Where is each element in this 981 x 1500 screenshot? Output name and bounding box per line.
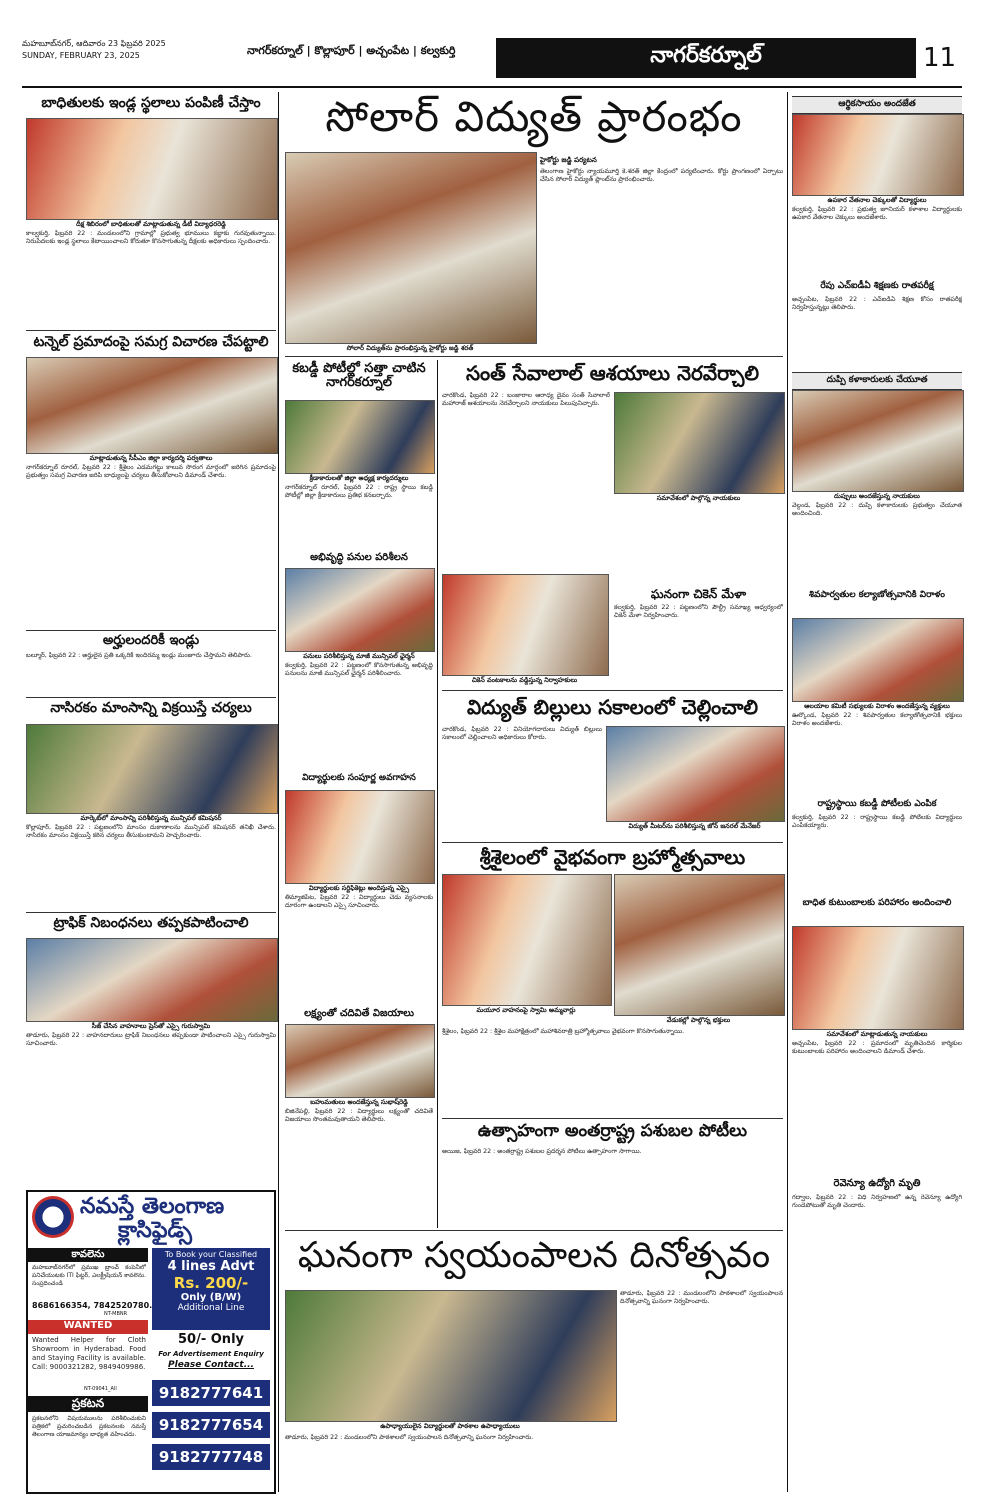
divider (26, 912, 276, 913)
column-divider (787, 92, 788, 1492)
photo-kabaddi-team (285, 400, 435, 474)
article-chicken-mela: కల్వకుర్తి, ఫిబ్రవరి 22 : పట్టణంలోని పౌల్ట్రీ సమాఖ్య ఆధ్వర్యంలో చికెన్ మేళా నిర్వహించారు. (614, 604, 783, 620)
please-contact: Please Contact... (168, 1360, 254, 1370)
divider (442, 842, 783, 843)
photo-power-meter (606, 726, 785, 822)
divider (26, 330, 276, 331)
article-cattle-contest: అయిజ, ఫిబ్రవరి 22 : అంతర్రాష్ట్ర పశుబల ప్రదర్శన పోటీలు ఉత్సాహంగా సాగాయి. (442, 1148, 642, 1155)
photo-compensation-meeting (792, 926, 964, 1030)
ad-phone-3[interactable]: 9182777748 (152, 1444, 270, 1470)
headline-financial-aid: ఆర్థికసాయం అందజేత (792, 96, 962, 114)
divider (26, 630, 276, 631)
ad-classifieds: క్లాసిఫైడ్స్ (118, 1218, 192, 1243)
headline-target-success: లక్ష్యంతో చదివితే విజయాలు (304, 1008, 414, 1019)
photo-sevalal-meeting (614, 392, 785, 494)
article-state-kabaddi: కల్వకుర్తి, ఫిబ్రవరి 22 : రాష్ట్రస్థాయి కబడ్డీ పోటీలకు విద్యార్థులు ఎంపికయ్యారు. (792, 814, 962, 830)
date-telugu: మహబూబ్‌నగర్, ఆదివారం 23 ఫిబ్రవరి 2025 (22, 39, 166, 48)
photo-artisans (792, 390, 964, 492)
classified-rate-box (152, 1248, 270, 1330)
photo-devotees (614, 874, 785, 1016)
date-line (22, 38, 166, 62)
headline-kalyanotsavam-donation: శివపార్వతుల కల్యాణోత్సవానికి విరాళం (809, 590, 945, 600)
article-hida-exam: అచ్చంపేట, ఫిబ్రవరి 22 : ఎచ్‌ఐడీఏ శిక్షణ కోసం రాతపరీక్ష నిర్వహిస్తున్నట్లు తెలిపారు. (792, 296, 962, 312)
masthead (22, 38, 962, 78)
wanted-en-text: Wanted Helper for Cloth Showroom in Hyderabad. Food and Staying Facility is available. Call: 9000321282, 9849409986. (32, 1336, 146, 1371)
fifty-only: 50/- Only (178, 1332, 244, 1347)
ad-phone-2[interactable]: 9182777654 (152, 1412, 270, 1438)
only-bw: Only (B/W) (180, 1292, 242, 1303)
caption-chicken-mela: చికెన్ వంటకాలను వడ్డిస్తున్న నిర్వాహకులు (471, 676, 578, 684)
headline-sevalal: సంత్ సేవాలాల్ ఆశయాలు నెరవేర్చాలి (466, 361, 759, 385)
wanted-te-text: మహబూబ్‌నగర్‌లో ప్రముఖ బ్రాంచ్ కంపెనీలో పనిచేయుటకు ITI ఫిట్టర్, ఎలక్ట్రీషియన్ కావలెను. సంప్రదించండి (32, 1264, 146, 1288)
caption-artisans: దుప్పులు అందజేస్తున్న నాయకులు (834, 492, 920, 500)
article-sevalal: చారకొండ, ఫిబ్రవరి 22 : బంజారాల ఆరాధ్య దైవం సంత్ సేవాలాల్ మహారాజ్ ఆశయాలను నెరవేర్చాలని నాయకులు పిలుపునిచ్చారు. (442, 392, 610, 408)
headline-self-rule-day: ఘనంగా స్వయంపాలన దినోత్సవం (297, 1235, 771, 1276)
headline-hida-exam: రేపు ఎచ్‌ఐడీఏ శిక్షణకు రాతపరీక్ష (820, 281, 934, 291)
additional-line: Additional Line (177, 1303, 245, 1313)
article-revenue-employee-death: గద్వాల, ఫిబ్రవరి 22 : విధి నిర్వహణలో ఉన్న రెవెన్యూ ఉద్యోగి గుండెపోటుతో మృతి చెందారు. (792, 1194, 962, 1210)
headline-power-bills: విద్యుత్ బిల్లులు సకాలంలో చెల్లించాలి (466, 695, 759, 719)
inner-divider (437, 360, 438, 1228)
photo-temple-donation (792, 618, 964, 702)
wanted-te-code: NT-MBNR (104, 1311, 128, 1317)
headline-cattle-contest: ఉత్సాహంగా అంతర్రాష్ట్ర పశుబల పోటీలు (477, 1121, 748, 1141)
masthead-rule (22, 86, 962, 88)
photo-self-rule-day (285, 1290, 617, 1422)
caption-deity-procession: మయూర వాహనంపై స్వామి అమ్మవార్లు (476, 1006, 576, 1014)
lines-advt: 4 lines Advt (167, 1259, 255, 1274)
newspaper-logo-icon (32, 1196, 74, 1238)
divider (285, 1230, 783, 1231)
wanted-te-phone: 8686166354, 7842520780. (32, 1301, 153, 1310)
photo-chicken-mela (442, 574, 609, 676)
caption-solar-inauguration: సోలార్ విద్యుత్‌ను ప్రారంభిస్తున్న హైకోర్టు జడ్జి శరత్ (346, 344, 474, 352)
headline-tunnel-inquiry: టన్నెల్ ప్రమాదంపై సమగ్ర విచారణ చేపట్టాలి (33, 334, 269, 350)
divider (442, 690, 783, 691)
caption-scholarship-cheques: ఉపకార వేతనాల చెక్కులతో విద్యార్థులు (827, 196, 927, 204)
headline-state-kabaddi: రాష్ట్రస్థాయి కబడ్డీ పోటీలకు ఎంపిక (817, 799, 937, 809)
article-kabaddi: నాగర్‌కర్నూల్ రూరల్, ఫిబ్రవరి 22 : రాష్ట్ర స్థాయి కబడ్డీ పోటీల్లో జిల్లా క్రీడాకారులు ప్రతిభ కనబర్చారు. (285, 484, 433, 500)
article-kalyanotsavam: ఊర్కొండ, ఫిబ్రవరి 22 : శివపార్వతుల కల్యాణోత్సవానికి భక్తులు విరాళం అందజేశారు. (792, 712, 962, 728)
headline-srisailam: శ్రీశైలంలో వైభవంగా బ్రహ్మోత్సవాలు (479, 845, 746, 869)
photo-solar-inauguration (285, 152, 537, 344)
article-srisailam: శ్రీశైలం, ఫిబ్రవరి 22 : శ్రీశైల మహాక్షేత్రంలో మహాశివరాత్రి బ్రహ్మోత్సవాలు వైభవంగా కొనసాగుతున్నాయి. (442, 1028, 685, 1035)
photo-deity-procession (442, 874, 612, 1006)
article-self-rule-day-side: తాడూరు, ఫిబ్రవరి 22 : మండలంలోని పాఠశాలలో స్వయంపాలన దినోత్సవాన్ని ఘనంగా నిర్వహించారు. (620, 1290, 783, 1306)
wanted-te-label: కావలెను (28, 1248, 148, 1262)
caption-student-awareness: విద్యార్థులకు సర్టిఫికెట్లు అందిస్తున్న ఎస్సై (308, 884, 410, 892)
wanted-en-label: WANTED (28, 1320, 148, 1334)
divider (442, 1118, 783, 1119)
article-development-works: కల్వకుర్తి, ఫిబ్రవరి 22 : పట్టణంలో కొనసాగుతున్న అభివృద్ధి పనులను మాజీ మున్సిపల్ ఛైర్మన్ పరిశీలించారు. (285, 662, 433, 678)
article-tunnel-inquiry: నాగర్‌కర్నూల్ రూరల్, ఫిబ్రవరి 22 : శ్రీశైలం ఎడమగట్టు కాలువ సొరంగ మార్గంలో జరిగిన ప్రమాదంపై ప్రభుత్వం సమగ్ర విచారణ జరిపి బాధ్యులపై చర్యలు తీసుకోవాలని డిమాండ్ చేశారు. (26, 464, 276, 480)
prakatana-label: ప్రకటన (28, 1396, 148, 1412)
headline-traffic-rules: ట్రాఫిక్ నిబంధనలు తప్పకపాటించాలి (53, 915, 249, 931)
photo-prizes (285, 1024, 435, 1098)
photo-meat-market (26, 724, 278, 814)
classified-ad (26, 1190, 276, 1494)
ad-enquiry: For Advertisement Enquiry (158, 1350, 264, 1358)
caption-power-meter: విద్యుత్ మీటర్‌ను పరిశీలిస్తున్న జోన్ జనరల్ మేనేజర్ (628, 822, 761, 830)
headline-revenue-employee-death: రెవెన్యూ ఉద్యోగి మృతి (833, 1178, 921, 1189)
photo-scholarship-cheques (792, 114, 964, 196)
caption-devotees: వేడుకల్లో పాల్గొన్న భక్తులు (666, 1016, 731, 1024)
caption-prizes: బహుమతులు అందజేస్తున్న సుభాష్‌రెడ్డి (310, 1098, 408, 1106)
page-number: 11 (922, 43, 957, 73)
headline-meat-action: నాసిరకం మాంసాన్ని విక్రయిస్తే చర్యలు (50, 700, 252, 716)
photo-development-works (285, 568, 435, 652)
divider (285, 356, 783, 357)
headline-chicken-mela: ఘనంగా చికెన్ మేళా (650, 587, 747, 601)
price: Rs. 200/- (173, 1274, 249, 1292)
photo-student-awareness (285, 790, 435, 884)
photo-cpm-meeting (26, 357, 278, 454)
article-power-bills: చారకొండ, ఫిబ్రవరి 22 : వినియోగదారులు విద్యుత్ బిల్లులు సకాలంలో చెల్లించాలని అధికారులు కోరారు. (442, 726, 602, 742)
date-english: SUNDAY, FEBRUARY 23, 2025 (22, 51, 140, 60)
headline-house-sites: బాధితులకు ఇండ్ల స్థలాలు పంపిణీ చేస్తాం (41, 95, 261, 111)
caption-kabaddi-team: క్రీడాకారులతో జిల్లా అధ్యక్ష కార్యదర్శులు (309, 474, 409, 482)
article-student-awareness: తిమ్మాజిపేట, ఫిబ్రవరి 22 : విద్యార్థులు చెడు వ్యసనాలకు దూరంగా ఉండాలని ఎస్సై సూచించారు. (285, 894, 433, 910)
section-title: నాగర్‌కర్నూల్ (496, 38, 916, 78)
caption-temple-donation: ఆలయాల కమిటీ సభ్యులకు విరాళం అందజేస్తున్న వ్యక్తులు (804, 702, 950, 710)
wanted-en-code: NT-09041_All (84, 1386, 117, 1392)
photo-hunger-strike (26, 118, 278, 220)
divider (26, 697, 276, 698)
caption-development-works: పనులు పరిశీలిస్తున్న మాజీ మున్సిపల్ ఛైర్మన్ (303, 652, 415, 660)
regions-line: నాగర్‌కర్నూల్ | కొల్లాపూర్ | అచ్చంపేట | కల్వకుర్తి (247, 44, 456, 57)
book-classified: To Book your Classified (164, 1250, 258, 1259)
article-financial-aid: కల్వకుర్తి, ఫిబ్రవరి 22 : ప్రభుత్వ జూనియర్ కళాశాల విద్యార్థులకు ఉపకార వేతనాల చెక్కులు అందజేశారు. (792, 206, 962, 222)
caption-self-rule-day: ఉపాధ్యాయులైన విద్యార్థులతో పాఠశాల ఉపాధ్యాయులు (380, 1422, 520, 1430)
caption-meat-market: మార్కెట్‌లో మాంసాన్ని పరిశీలిస్తున్న మున్సిపల్ కమిషనర్ (80, 814, 222, 822)
caption-hunger-strike: దీక్ష శిబిరంలో బాధితులతో మాట్లాడుతున్న డీటీ విద్యాధరరెడ్డి (76, 220, 226, 228)
caption-seized-vehicles: సీజ్ చేసిన వాహనాలు ప్రెస్‌తో ఎస్సై గురుస్వామి (91, 1022, 211, 1030)
headline-victim-compensation: బాధిత కుటుంబాలకు పరిహారం అందించాలి (802, 898, 952, 908)
headline-development-works: అభివృద్ధి పనుల పరిశీలన (310, 552, 408, 563)
photo-seized-vehicles (26, 938, 278, 1022)
article-house-sites: కాల్వకుర్తి, ఫిబ్రవరి 22 : మండలంలోని గ్రామాల్లో ప్రభుత్వ భూములు కబ్జాకు గురవుతున్నాయి. నిరుపేదలకు ఇండ్ల స్థలాలు కేటాయించాలని కోరుతూ కొనసాగుతున్న దీక్షలకు అధికారులు స్పందించారు. (26, 230, 276, 246)
prakatana-text: ప్రకటనలోని విషయములను పరిశీలించుకుని పత్రికలో ప్రచురించబడిన ప్రకటనలకు నమస్తే తెలంగాణ యాజమాన్యం బాధ్యత వహించదు. (32, 1415, 146, 1439)
article-meat-action: కొల్లాపూర్, ఫిబ్రవరి 22 : పట్టణంలోని మాంసం దుకాణాలను మున్సిపల్ కమిషనర్ తనిఖీ చేశారు. నాసిరకం మాంసం విక్రయిస్తే కఠిన చర్యలు తీసుకుంటామని హెచ్చరించారు. (26, 824, 276, 840)
headline-kabaddi: కబడ్డీ పోటీల్లో సత్తా చాటిన నాగర్‌కర్నూల్ (292, 361, 426, 391)
article-victim-compensation: అచ్చంపేట, ఫిబ్రవరి 22 : ప్రమాదంలో మృతిచెందిన కార్మికుల కుటుంబాలకు పరిహారం అందించాలని డిమాండ్ చేశారు. (792, 1040, 962, 1056)
caption-sevalal-meeting: సమావేశంలో పాల్గొన్న నాయకులు (656, 494, 741, 502)
article-self-rule-day: తాడూరు, ఫిబ్రవరి 22 : మండలంలోని పాఠశాలలో స్వయంపాలన దినోత్సవాన్ని ఘనంగా నిర్వహించారు. (285, 1434, 534, 1441)
article-traffic-rules: తాడూరు, ఫిబ్రవరి 22 : వాహనదారులు ట్రాఫిక్ నిబంధనలు తప్పకుండా పాటించాలని ఎస్సై గురుస్వామి సూచించారు. (26, 1032, 276, 1048)
article-houses-eligible: బల్మూర్, ఫిబ్రవరి 22 : అర్హులైన ప్రతి ఒక్కరికీ ఇందిరమ్మ ఇండ్లు మంజూరు చేస్తామని తెలిపారు. (26, 652, 252, 659)
ad-brand: నమస్తే తెలంగాణ (80, 1194, 225, 1219)
caption-compensation-meeting: సమావేశంలో మాట్లాడుతున్న నాయకులు (826, 1030, 928, 1038)
subhead-judge-visit: హైకోర్టు జడ్జి పర్యటన (540, 156, 597, 164)
caption-cpm-meeting: మాట్లాడుతున్న సీపీఎం జిల్లా కార్యదర్శి పర్వతాలు (89, 454, 213, 462)
headline-artisans-support: దుప్పి కళాకారులకు చేయూత (792, 372, 962, 390)
article-artisans: వెల్దండ, ఫిబ్రవరి 22 : దుప్పి కళాకారులకు ప్రభుత్వం చేయూత అందించింది. (792, 502, 962, 518)
column-divider (278, 92, 279, 1492)
headline-solar-power: సోలార్ విద్యుత్ ప్రారంభం (325, 92, 743, 141)
article-solar-power: తెలంగాణ హైకోర్టు న్యాయమూర్తి కె.శరత్ జిల్లా కేంద్రంలో పర్యటించారు. కోర్టు ప్రాంగణంలో ఏర్పాటు చేసిన సోలార్ విద్యుత్ ప్లాంట్‌ను ప్రారంభించారు. (540, 168, 783, 184)
ad-phone-1[interactable]: 9182777641 (152, 1380, 270, 1406)
headline-houses-eligible: అర్హులందరికీ ఇండ్లు (102, 633, 200, 648)
article-target-success: బిజినేపల్లి, ఫిబ్రవరి 22 : విద్యార్థులు లక్ష్యంతో చదివితే విజయాలు సొంతమవుతాయని తెలిపారు. (285, 1108, 433, 1124)
headline-student-awareness: విద్యార్థులకు సంపూర్ణ అవగాహన (302, 773, 416, 783)
